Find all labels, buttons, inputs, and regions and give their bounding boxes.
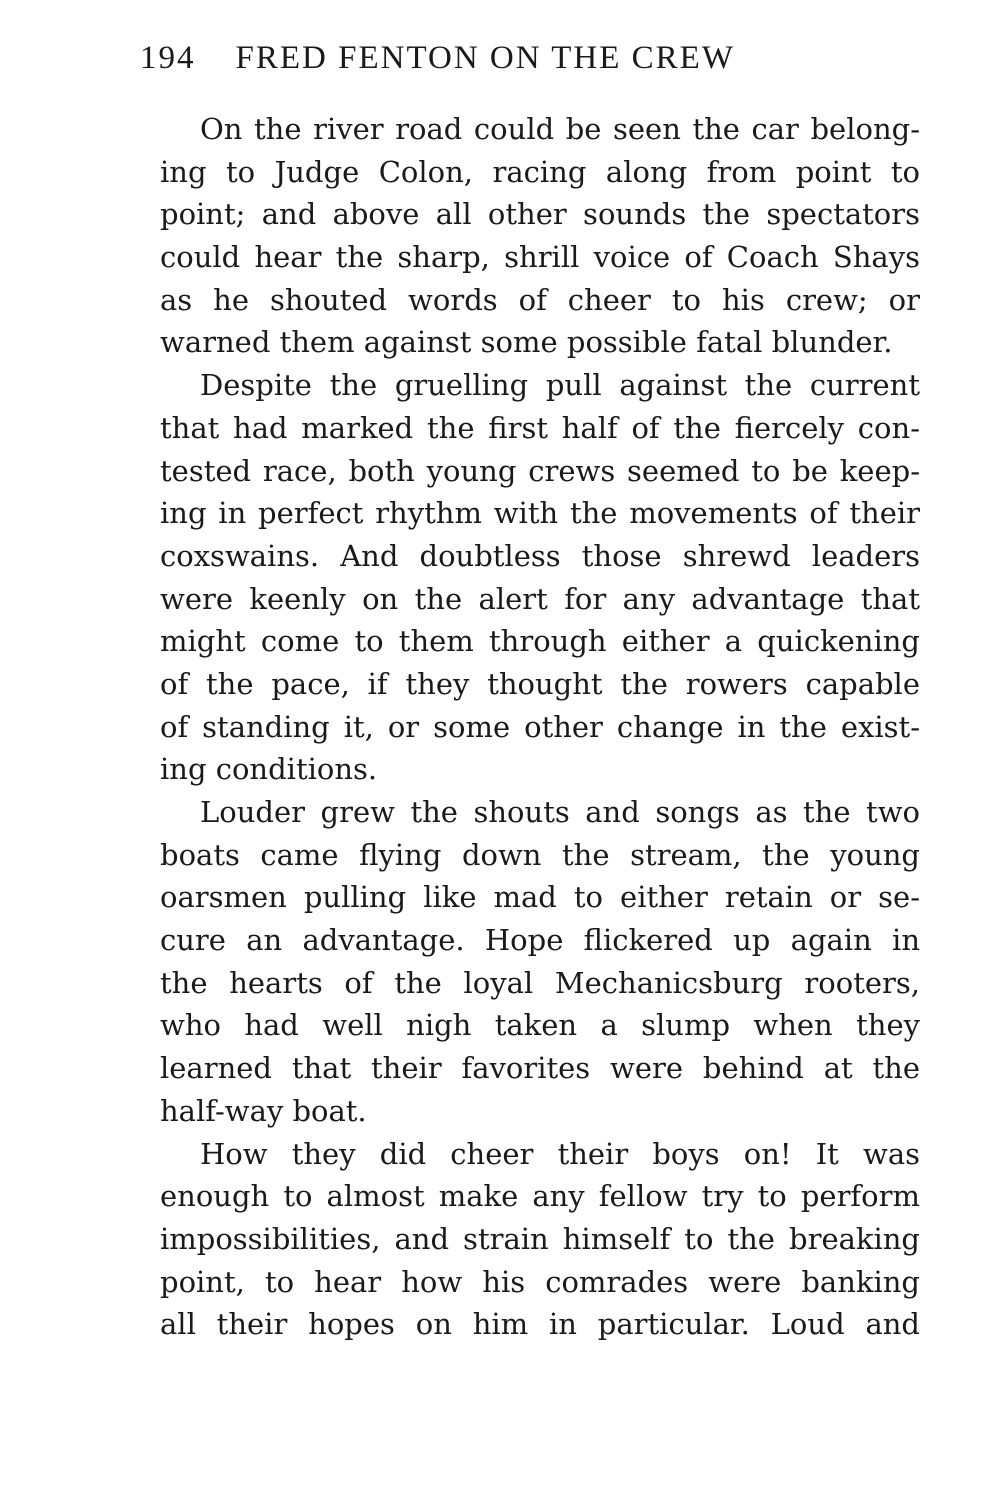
text-line: coxswains. And doubtless those shrewd leaders (160, 538, 920, 573)
text-line: who had well nigh taken a slump when they (160, 1008, 920, 1043)
text-line: ing conditions. (160, 752, 378, 787)
text-line: half-way boat. (160, 1093, 367, 1128)
text-line: tested race, both young crews seemed to be keep- (160, 453, 920, 488)
text-line: of the pace, if they thought the rowers capable (160, 666, 920, 701)
page-number: 194 (140, 40, 196, 76)
text-line: Despite the gruelling pull against the current (200, 368, 920, 403)
running-title: FRED FENTON ON THE CREW (235, 40, 735, 76)
running-head (140, 40, 840, 90)
text-line: enough to almost make any fellow try to perform (160, 1179, 920, 1214)
text-line: learned that their favorites were behind at the (160, 1051, 920, 1086)
body-text (160, 108, 920, 1346)
text-line: oarsmen pulling like mad to either retain or se- (160, 880, 920, 915)
text-line: all their hopes on him in particular. Loud and (160, 1307, 920, 1342)
text-line: ing to Judge Colon, racing along from point to (160, 154, 920, 189)
text-line: cure an advantage. Hope flickered up again in (160, 923, 920, 958)
text-line: On the river road could be seen the car belong- (200, 112, 920, 146)
text-line: boats came flying down the stream, the young (160, 837, 920, 872)
text-line: the hearts of the loyal Mechanicsburg rooters, (160, 965, 920, 1000)
text-line: Louder grew the shouts and songs as the two (200, 795, 920, 829)
text-line: point; and above all other sounds the spectators (160, 197, 920, 232)
text-line: ing in perfect rhythm with the movements of their (160, 496, 920, 531)
text-line: warned them against some possible fatal blunder. (160, 325, 893, 360)
text-line: How they did cheer their boys on! It was (200, 1136, 920, 1171)
text-line: could hear the sharp, shrill voice of Coach Shays (160, 240, 920, 275)
text-line: might come to them through either a quickening (160, 624, 920, 659)
text-line: were keenly on the alert for any advantage that (160, 581, 920, 616)
text-line: point, to hear how his comrades were banking (160, 1264, 920, 1299)
text-line: impossibilities, and strain himself to the breaking (160, 1221, 920, 1256)
text-line: as he shouted words of cheer to his crew; or (160, 282, 920, 317)
text-line: that had marked the first half of the fiercely con- (160, 410, 920, 445)
text-line: of standing it, or some other change in the exist- (160, 709, 920, 744)
